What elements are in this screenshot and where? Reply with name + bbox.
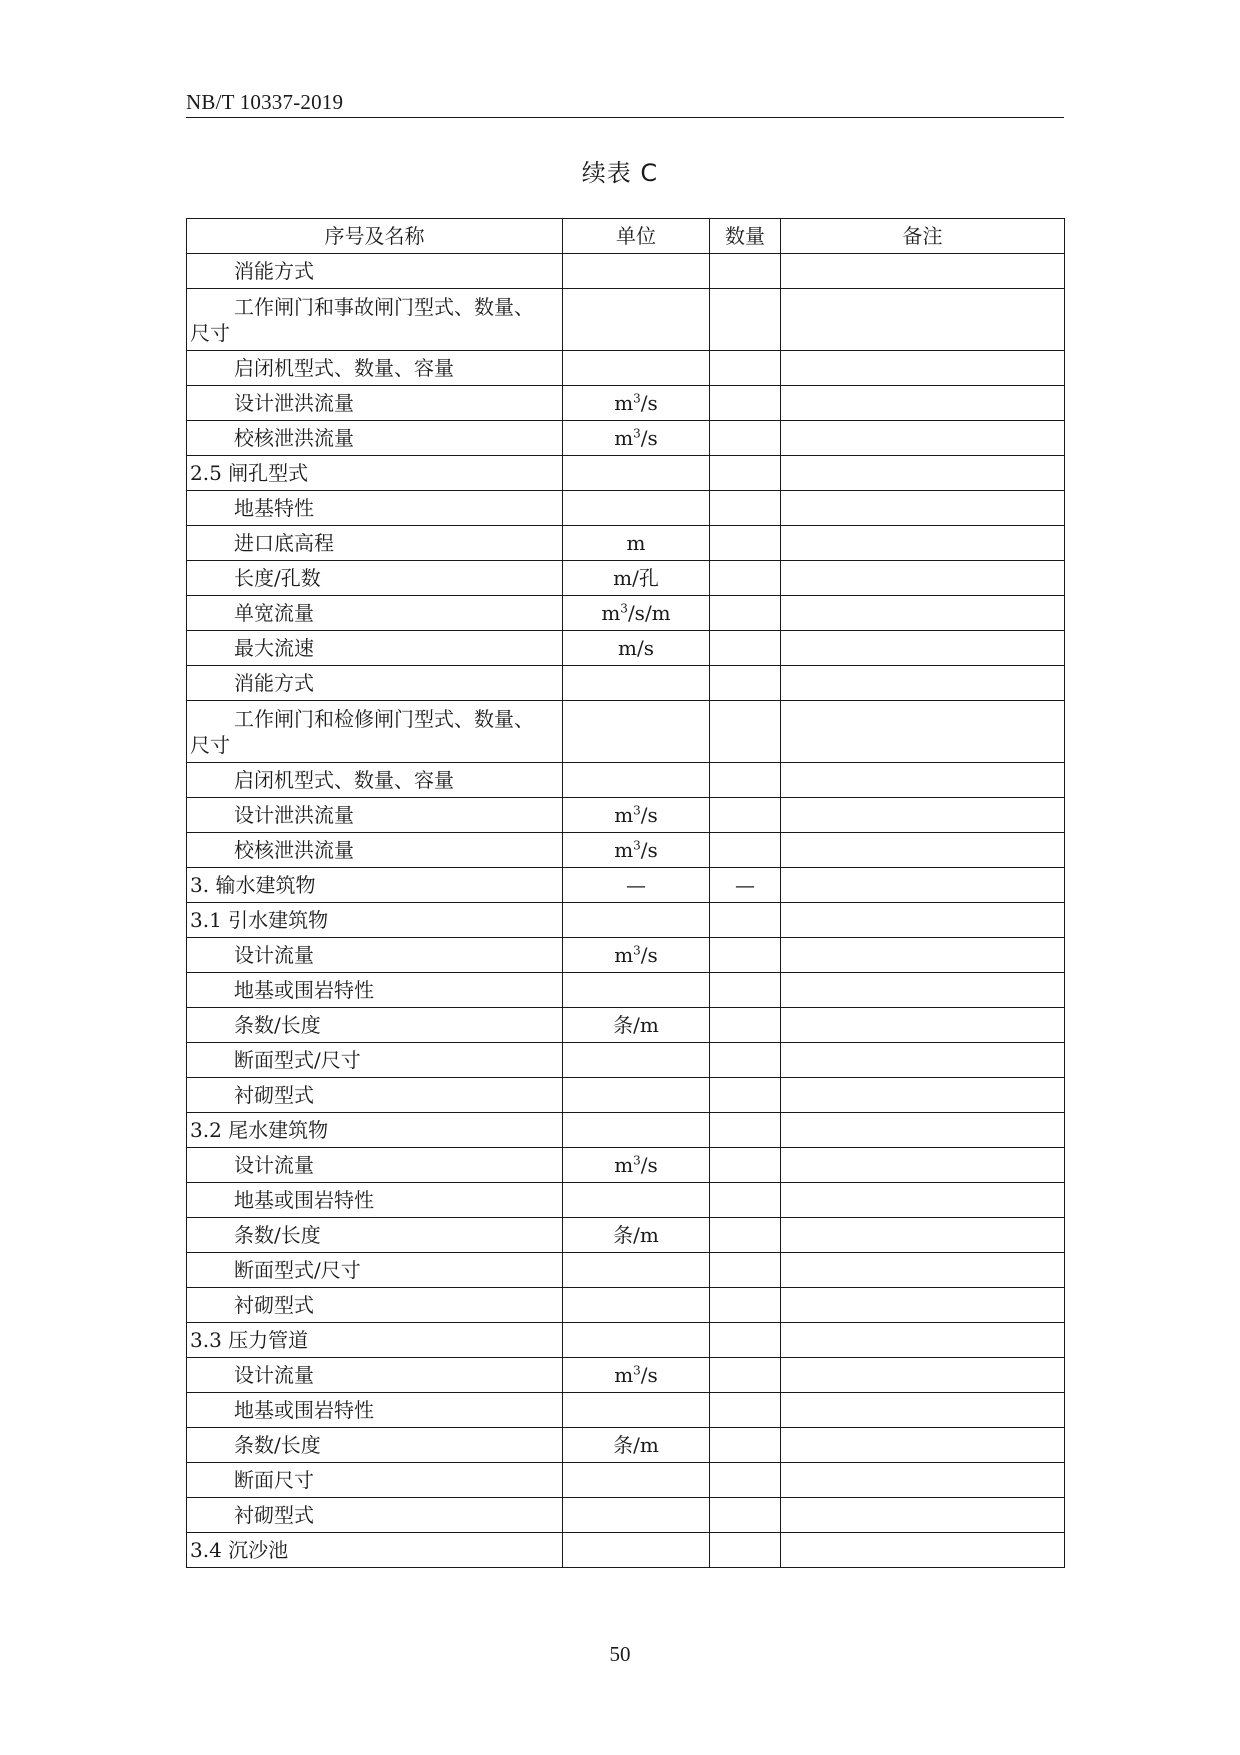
row-remarks-cell — [781, 254, 1065, 289]
row-name-cell: 单宽流量 — [187, 596, 563, 631]
table-row — [187, 351, 1065, 386]
table-row — [187, 456, 1065, 491]
row-name-cell: 启闭机型式、数量、容量 — [187, 763, 563, 798]
row-unit-cell — [563, 798, 710, 833]
row-remarks-cell — [781, 1218, 1065, 1253]
row-name-cell: 条数/长度 — [187, 1008, 563, 1043]
unit-base: m — [614, 1153, 634, 1177]
table-row — [187, 868, 1065, 903]
table-row — [187, 1078, 1065, 1113]
row-remarks-cell — [781, 421, 1065, 456]
row-remarks-cell — [781, 1183, 1065, 1218]
unit-base: m — [614, 838, 634, 862]
row-unit-cell: — — [563, 868, 710, 903]
table-row — [187, 596, 1065, 631]
row-quantity-cell — [710, 666, 781, 701]
row-name-cell: 设计流量 — [187, 938, 563, 973]
unit-exponent: 3 — [633, 803, 641, 818]
specification-table — [186, 218, 1065, 1568]
row-unit-cell — [563, 833, 710, 868]
unit-base: m — [614, 803, 634, 827]
row-remarks-cell — [781, 351, 1065, 386]
row-unit-cell — [563, 1113, 710, 1148]
row-unit-cell — [563, 596, 710, 631]
row-name-cell: 消能方式 — [187, 666, 563, 701]
row-remarks-cell — [781, 631, 1065, 666]
row-remarks-cell — [781, 491, 1065, 526]
row-name-cell: 3.3 压力管道 — [187, 1323, 563, 1358]
unit-exponent: 3 — [633, 1363, 641, 1378]
row-unit-cell — [563, 1498, 710, 1533]
row-name-cell: 消能方式 — [187, 254, 563, 289]
row-remarks-cell — [781, 1498, 1065, 1533]
row-remarks-cell — [781, 1008, 1065, 1043]
row-name-cell: 设计流量 — [187, 1358, 563, 1393]
row-name-cell — [187, 289, 563, 351]
row-quantity-cell: — — [710, 868, 781, 903]
row-quantity-cell — [710, 456, 781, 491]
row-unit-cell — [563, 1533, 710, 1568]
row-quantity-cell — [710, 561, 781, 596]
row-name-line-2: 尺寸 — [190, 320, 230, 345]
row-unit-cell: 条/m — [563, 1008, 710, 1043]
row-name-cell: 地基或围岩特性 — [187, 1183, 563, 1218]
row-name-cell: 断面型式/尺寸 — [187, 1253, 563, 1288]
table-row — [187, 763, 1065, 798]
unit-base: m — [614, 1363, 634, 1387]
row-unit-cell — [563, 903, 710, 938]
row-quantity-cell — [710, 1078, 781, 1113]
row-unit-cell — [563, 351, 710, 386]
row-name-cell: 地基或围岩特性 — [187, 1393, 563, 1428]
row-unit-cell — [563, 1323, 710, 1358]
row-unit-cell — [563, 1393, 710, 1428]
row-name-cell: 设计泄洪流量 — [187, 798, 563, 833]
row-unit-cell — [563, 289, 710, 351]
row-quantity-cell — [710, 1533, 781, 1568]
row-name-cell: 地基特性 — [187, 491, 563, 526]
table-row — [187, 1113, 1065, 1148]
row-quantity-cell — [710, 386, 781, 421]
row-remarks-cell — [781, 456, 1065, 491]
table-row — [187, 1148, 1065, 1183]
row-unit-cell — [563, 763, 710, 798]
row-unit-cell — [563, 491, 710, 526]
row-name-cell: 启闭机型式、数量、容量 — [187, 351, 563, 386]
table-row — [187, 289, 1065, 351]
row-name-cell: 设计泄洪流量 — [187, 386, 563, 421]
table-body — [187, 254, 1065, 1568]
table-row — [187, 254, 1065, 289]
row-quantity-cell — [710, 1218, 781, 1253]
page-number: 50 — [609, 1642, 631, 1666]
row-quantity-cell — [710, 421, 781, 456]
unit-rest: /s — [640, 803, 658, 827]
row-unit-cell: m — [563, 526, 710, 561]
row-remarks-cell — [781, 1533, 1065, 1568]
row-remarks-cell — [781, 763, 1065, 798]
row-quantity-cell — [710, 701, 781, 763]
table-row — [187, 561, 1065, 596]
table-row — [187, 1428, 1065, 1463]
row-unit-cell — [563, 1463, 710, 1498]
table-row — [187, 833, 1065, 868]
row-name-cell: 衬砌型式 — [187, 1288, 563, 1323]
row-remarks-cell — [781, 561, 1065, 596]
row-quantity-cell — [710, 973, 781, 1008]
row-name-cell: 3.2 尾水建筑物 — [187, 1113, 563, 1148]
row-unit-cell — [563, 1148, 710, 1183]
row-unit-cell — [563, 1078, 710, 1113]
row-quantity-cell — [710, 1008, 781, 1043]
row-remarks-cell — [781, 1358, 1065, 1393]
row-unit-cell: m/s — [563, 631, 710, 666]
row-remarks-cell — [781, 868, 1065, 903]
row-remarks-cell — [781, 973, 1065, 1008]
row-unit-cell: m/孔 — [563, 561, 710, 596]
row-unit-cell — [563, 666, 710, 701]
header-divider — [186, 117, 1064, 118]
row-unit-cell — [563, 973, 710, 1008]
row-quantity-cell — [710, 1428, 781, 1463]
row-remarks-cell — [781, 666, 1065, 701]
row-name-cell: 3.4 沉沙池 — [187, 1533, 563, 1568]
row-quantity-cell — [710, 1113, 781, 1148]
column-header-unit: 单位 — [563, 219, 710, 254]
column-header-remarks: 备注 — [781, 219, 1065, 254]
unit-exponent: 3 — [633, 391, 641, 406]
row-unit-cell — [563, 421, 710, 456]
row-unit-cell — [563, 254, 710, 289]
row-remarks-cell — [781, 1253, 1065, 1288]
row-remarks-cell — [781, 1428, 1065, 1463]
unit-exponent: 3 — [633, 943, 641, 958]
table-row — [187, 421, 1065, 456]
row-quantity-cell — [710, 1393, 781, 1428]
table-row — [187, 666, 1065, 701]
table-row — [187, 938, 1065, 973]
row-unit-cell: 条/m — [563, 1218, 710, 1253]
unit-base: m — [614, 426, 634, 450]
document-code: NB/T 10337-2019 — [186, 90, 344, 114]
row-quantity-cell — [710, 631, 781, 666]
row-name-cell: 进口底高程 — [187, 526, 563, 561]
row-name-cell: 3.1 引水建筑物 — [187, 903, 563, 938]
unit-exponent: 3 — [633, 838, 641, 853]
table-row — [187, 798, 1065, 833]
unit-rest: /s — [640, 943, 658, 967]
table-row — [187, 701, 1065, 763]
unit-exponent: 3 — [633, 1153, 641, 1168]
table-row — [187, 1393, 1065, 1428]
row-quantity-cell — [710, 1358, 781, 1393]
row-quantity-cell — [710, 938, 781, 973]
row-quantity-cell — [710, 351, 781, 386]
unit-rest: /s — [640, 838, 658, 862]
row-name-line-1: 工作闸门和检修闸门型式、数量、 — [234, 706, 534, 731]
row-unit-cell — [563, 1253, 710, 1288]
table-row — [187, 1183, 1065, 1218]
row-quantity-cell — [710, 1183, 781, 1218]
row-quantity-cell — [710, 1148, 781, 1183]
row-name-cell: 条数/长度 — [187, 1428, 563, 1463]
unit-rest: /s — [640, 1153, 658, 1177]
row-unit-cell: 条/m — [563, 1428, 710, 1463]
row-name-cell: 2.5 闸孔型式 — [187, 456, 563, 491]
row-name-cell: 校核泄洪流量 — [187, 833, 563, 868]
table-row — [187, 973, 1065, 1008]
row-quantity-cell — [710, 1323, 781, 1358]
row-remarks-cell — [781, 1043, 1065, 1078]
unit-base: m — [601, 601, 621, 625]
table-row — [187, 1463, 1065, 1498]
unit-rest: /s — [640, 1363, 658, 1387]
row-unit-cell — [563, 1043, 710, 1078]
row-quantity-cell — [710, 1463, 781, 1498]
row-quantity-cell — [710, 596, 781, 631]
row-quantity-cell — [710, 1288, 781, 1323]
row-remarks-cell — [781, 1323, 1065, 1358]
row-name-cell — [187, 701, 563, 763]
row-remarks-cell — [781, 833, 1065, 868]
row-remarks-cell — [781, 903, 1065, 938]
table-title: 续表 C — [581, 159, 659, 187]
row-name-cell: 断面尺寸 — [187, 1463, 563, 1498]
table-row — [187, 631, 1065, 666]
row-remarks-cell — [781, 1393, 1065, 1428]
unit-exponent: 3 — [633, 426, 641, 441]
row-unit-cell — [563, 456, 710, 491]
row-remarks-cell — [781, 1148, 1065, 1183]
table-row — [187, 526, 1065, 561]
row-name-cell: 条数/长度 — [187, 1218, 563, 1253]
table-row — [187, 386, 1065, 421]
row-remarks-cell — [781, 596, 1065, 631]
row-quantity-cell — [710, 491, 781, 526]
row-unit-cell — [563, 1183, 710, 1218]
table-row — [187, 1043, 1065, 1078]
row-name-line-2: 尺寸 — [190, 732, 230, 757]
table-row — [187, 1498, 1065, 1533]
row-quantity-cell — [710, 1043, 781, 1078]
row-remarks-cell — [781, 1078, 1065, 1113]
row-name-cell: 衬砌型式 — [187, 1078, 563, 1113]
row-name-cell: 最大流速 — [187, 631, 563, 666]
table-header-row — [187, 219, 1065, 254]
table-row — [187, 491, 1065, 526]
row-remarks-cell — [781, 386, 1065, 421]
table-row — [187, 1008, 1065, 1043]
row-remarks-cell — [781, 526, 1065, 561]
row-remarks-cell — [781, 1463, 1065, 1498]
table-row — [187, 1358, 1065, 1393]
row-name-cell: 3. 输水建筑物 — [187, 868, 563, 903]
row-quantity-cell — [710, 1253, 781, 1288]
row-unit-cell — [563, 1358, 710, 1393]
row-remarks-cell — [781, 798, 1065, 833]
row-unit-cell — [563, 1288, 710, 1323]
column-header-name: 序号及名称 — [187, 219, 563, 254]
table-row — [187, 1253, 1065, 1288]
row-unit-cell — [563, 386, 710, 421]
row-quantity-cell — [710, 289, 781, 351]
row-quantity-cell — [710, 1498, 781, 1533]
unit-rest: /s — [640, 391, 658, 415]
row-remarks-cell — [781, 1288, 1065, 1323]
unit-rest: /s — [640, 426, 658, 450]
unit-exponent: 3 — [620, 601, 628, 616]
table-row — [187, 1218, 1065, 1253]
row-remarks-cell — [781, 1113, 1065, 1148]
row-name-cell: 衬砌型式 — [187, 1498, 563, 1533]
row-quantity-cell — [710, 254, 781, 289]
row-unit-cell — [563, 701, 710, 763]
row-name-cell: 设计流量 — [187, 1148, 563, 1183]
row-quantity-cell — [710, 833, 781, 868]
unit-base: m — [614, 391, 634, 415]
row-quantity-cell — [710, 903, 781, 938]
table-row — [187, 1533, 1065, 1568]
row-name-line-1: 工作闸门和事故闸门型式、数量、 — [234, 294, 534, 319]
row-name-cell: 断面型式/尺寸 — [187, 1043, 563, 1078]
row-quantity-cell — [710, 798, 781, 833]
row-quantity-cell — [710, 763, 781, 798]
table-row — [187, 1288, 1065, 1323]
row-remarks-cell — [781, 289, 1065, 351]
table-row — [187, 903, 1065, 938]
row-unit-cell — [563, 938, 710, 973]
row-name-cell: 长度/孔数 — [187, 561, 563, 596]
row-remarks-cell — [781, 938, 1065, 973]
column-header-quantity: 数量 — [710, 219, 781, 254]
table-row — [187, 1323, 1065, 1358]
unit-rest: /s/m — [627, 601, 671, 625]
row-name-cell: 地基或围岩特性 — [187, 973, 563, 1008]
row-name-cell: 校核泄洪流量 — [187, 421, 563, 456]
row-quantity-cell — [710, 526, 781, 561]
row-remarks-cell — [781, 701, 1065, 763]
unit-base: m — [614, 943, 634, 967]
